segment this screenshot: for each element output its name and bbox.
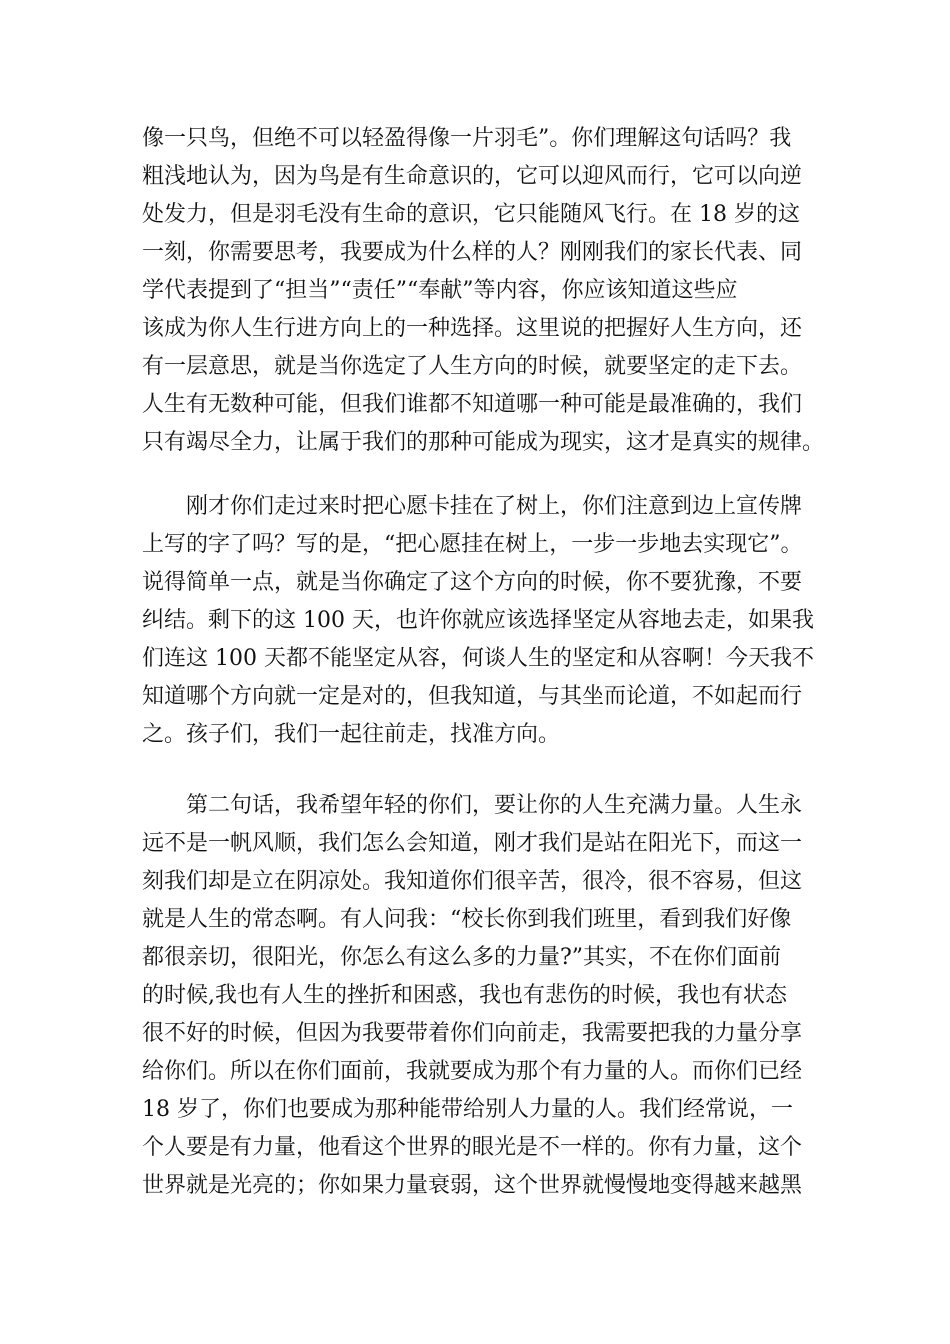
text-line: 学代表提到了“担当”“责任”“奉献”等内容，你应该知道这些应: [142, 278, 738, 303]
text-line: 远不是一帆风顺，我们怎么会知道，刚才我们是站在阳光下，而这一: [142, 831, 803, 856]
text-line: 纠结。剩下的这 100 天，也许你就应该选择坚定从容地去走，如果我: [142, 608, 814, 633]
text-line: 该成为你人生行进方向上的一种选择。这里说的把握好人生方向，还: [142, 316, 803, 341]
text-line: 人生有无数种可能，但我们谁都不知道哪一种可能是最准确的，我们: [142, 392, 803, 417]
paragraph-3: [142, 787, 822, 1205]
text-line: 个人要是有力量，他看这个世界的眼光是不一样的。你有力量，这个: [142, 1135, 803, 1160]
text-line: 上写的字了吗？写的是，“把心愿挂在树上，一步一步地去实现它”。: [142, 532, 803, 557]
text-line: 像一只鸟，但绝不可以轻盈得像一片羽毛”。你们理解这句话吗？我: [142, 126, 792, 151]
text-line: 就是人生的常态啊。有人问我：“校长你到我们班里，看到我们好像: [142, 907, 792, 932]
text-line: 知道哪个方向就一定是对的，但我知道，与其坐而论道，不如起而行: [142, 684, 803, 709]
text-line: 处发力，但是羽毛没有生命的意识，它只能随风飞行。在 18 岁的这: [142, 202, 800, 227]
text-line: 18 岁了，你们也要成为那种能带给别人力量的人。我们经常说，一: [142, 1097, 793, 1122]
text-line: 们连这 100 天都不能坚定从容，何谈人生的坚定和从容啊！今天我不: [142, 646, 814, 671]
text-line: 的时候,我也有人生的挫折和困惑，我也有悲伤的时候，我也有状态: [142, 983, 787, 1008]
text-line: 很不好的时候，但因为我要带着你们向前走，我需要把我的力量分享: [142, 1021, 803, 1046]
text-line: 只有竭尽全力，让属于我们的那种可能成为现实，这才是真实的规律。: [142, 430, 825, 455]
text-line: 之。孩子们，我们一起往前走，找准方向。: [142, 722, 561, 747]
text-line: 刚才你们走过来时把心愿卡挂在了树上，你们注意到边上宣传牌: [186, 494, 803, 519]
text-line: 第二句话，我希望年轻的你们，要让你的人生充满力量。人生永: [186, 793, 803, 818]
text-line: 世界就是光亮的；你如果力量衰弱，这个世界就慢慢地变得越来越黑: [142, 1173, 803, 1198]
text-line: 说得简单一点，就是当你确定了这个方向的时候，你不要犹豫，不要: [142, 570, 803, 595]
text-line: 有一层意思，就是当你选定了人生方向的时候，就要坚定的走下去。: [142, 354, 803, 379]
text-line: 粗浅地认为，因为鸟是有生命意识的，它可以迎风而行，它可以向逆: [142, 164, 803, 189]
text-line: 都很亲切，很阳光，你怎么有这么多的力量?”其实，不在你们面前: [142, 945, 782, 970]
text-line: 给你们。所以在你们面前，我就要成为那个有力量的人。而你们已经: [142, 1059, 803, 1084]
text-line: 刻我们却是立在阴凉处。我知道你们很辛苦，很冷，很不容易，但这: [142, 869, 803, 894]
paragraph-2: [142, 488, 822, 754]
text-line: 一刻，你需要思考，我要成为什么样的人？刚刚我们的家长代表、同: [142, 240, 803, 265]
paragraph-1: [142, 120, 825, 462]
